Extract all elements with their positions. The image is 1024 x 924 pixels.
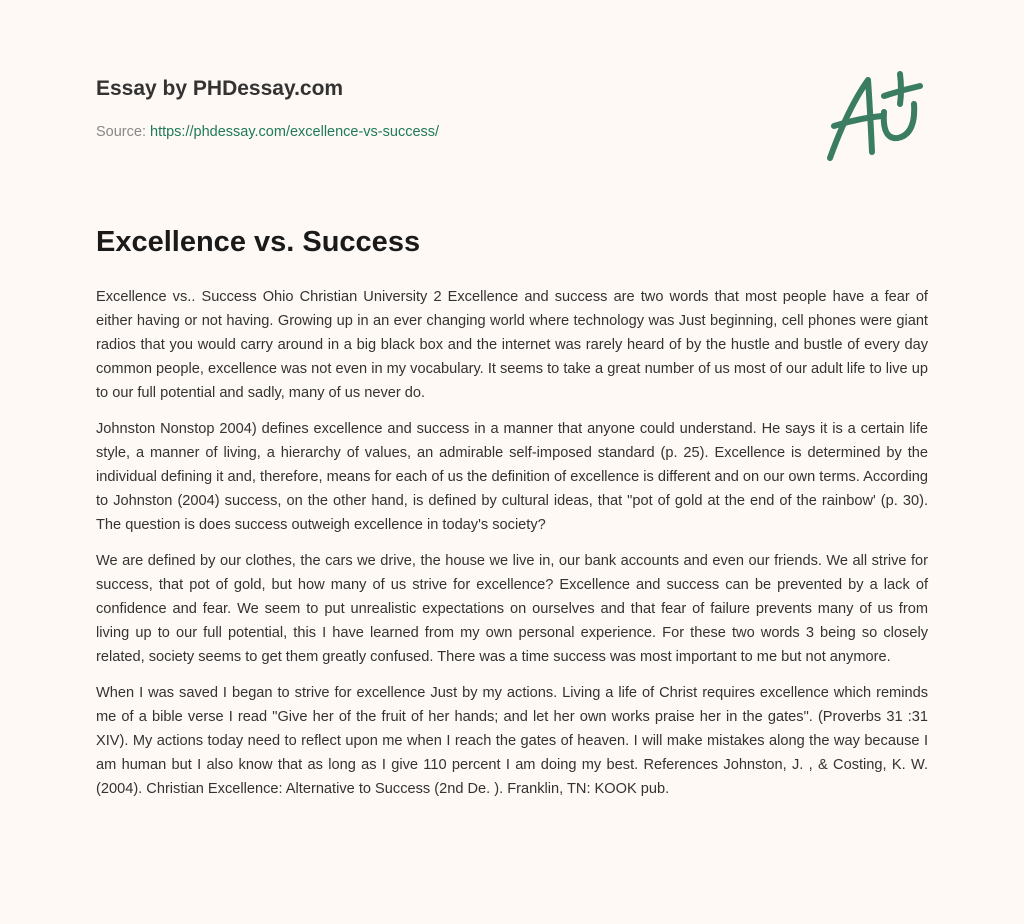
source-label: Source:: [96, 124, 150, 140]
a-plus-logo-icon: [820, 68, 930, 164]
paragraph: Excellence vs.. Success Ohio Christian University 2 Excellence and success are two words that most people have a fear of either having or not having. Growing up in an ever changing world where technology was Just beginning, cell phones were giant radios that you would carry around in a big black box and the internet was rarely heard of by the hustle and bustle of every day common people, excellence was not even in my vocabulary. It seems to take a great number of us most of our adult life to live up to our full potential and sadly, many of us never do.: [96, 289, 928, 401]
source-line: [96, 124, 439, 140]
paragraph: We are defined by our clothes, the cars we drive, the house we live in, our bank accounts and even our friends. We all strive for success, that pot of gold, but how many of us strive for excellence? Excellence and success can be prevented by a lack of confidence and fear. We seem to put unrealistic expectations on ourselves and that fear of failure prevents many of us from living up to our full potential, this I have learned from my own personal experience. For these two words 3 being so closely related, society seems to get them greatly confused. There was a time success was most important to me but not anymore.: [96, 553, 928, 665]
essay-body: [96, 285, 928, 813]
paragraph: Johnston Nonstop 2004) defines excellence and success in a manner that anyone could understand. He says it is a certain life style, a manner of living, a hierarchy of values, an admirable self-imposed standard (p. 25). Excellence is determined by the individual defining it and, therefore, means for each of us the definition of excellence is different and on our own terms. According to Johnston (2004) success, on the other hand, is defined by cultural ideas, that "pot of gold at the end of the rainbow' (p. 30). The question is does success outweigh excellence in today's society?: [96, 421, 928, 533]
paragraph: When I was saved I began to strive for excellence Just by my actions. Living a life of Christ requires excellence which reminds me of a bible verse I read "Give her of the fruit of her hands; and let her own works praise her in the gates". (Proverbs 31 :31 XIV). My actions today need to reflect upon me when I reach the gates of heaven. I will make mistakes along the way because I am human but I also know that as long as I give 110 percent I am doing my best. References Johnston, J. , & Costing, K. W. (2004). Christian Excellence: Alternative to Success (2nd De. ). Franklin, TN: KOOK pub.: [96, 685, 928, 797]
source-link[interactable]: https://phdessay.com/excellence-vs-success/: [150, 124, 440, 140]
essay-title: Excellence vs. Success: [96, 226, 421, 258]
site-brand: Essay by PHDessay.com: [96, 77, 344, 100]
